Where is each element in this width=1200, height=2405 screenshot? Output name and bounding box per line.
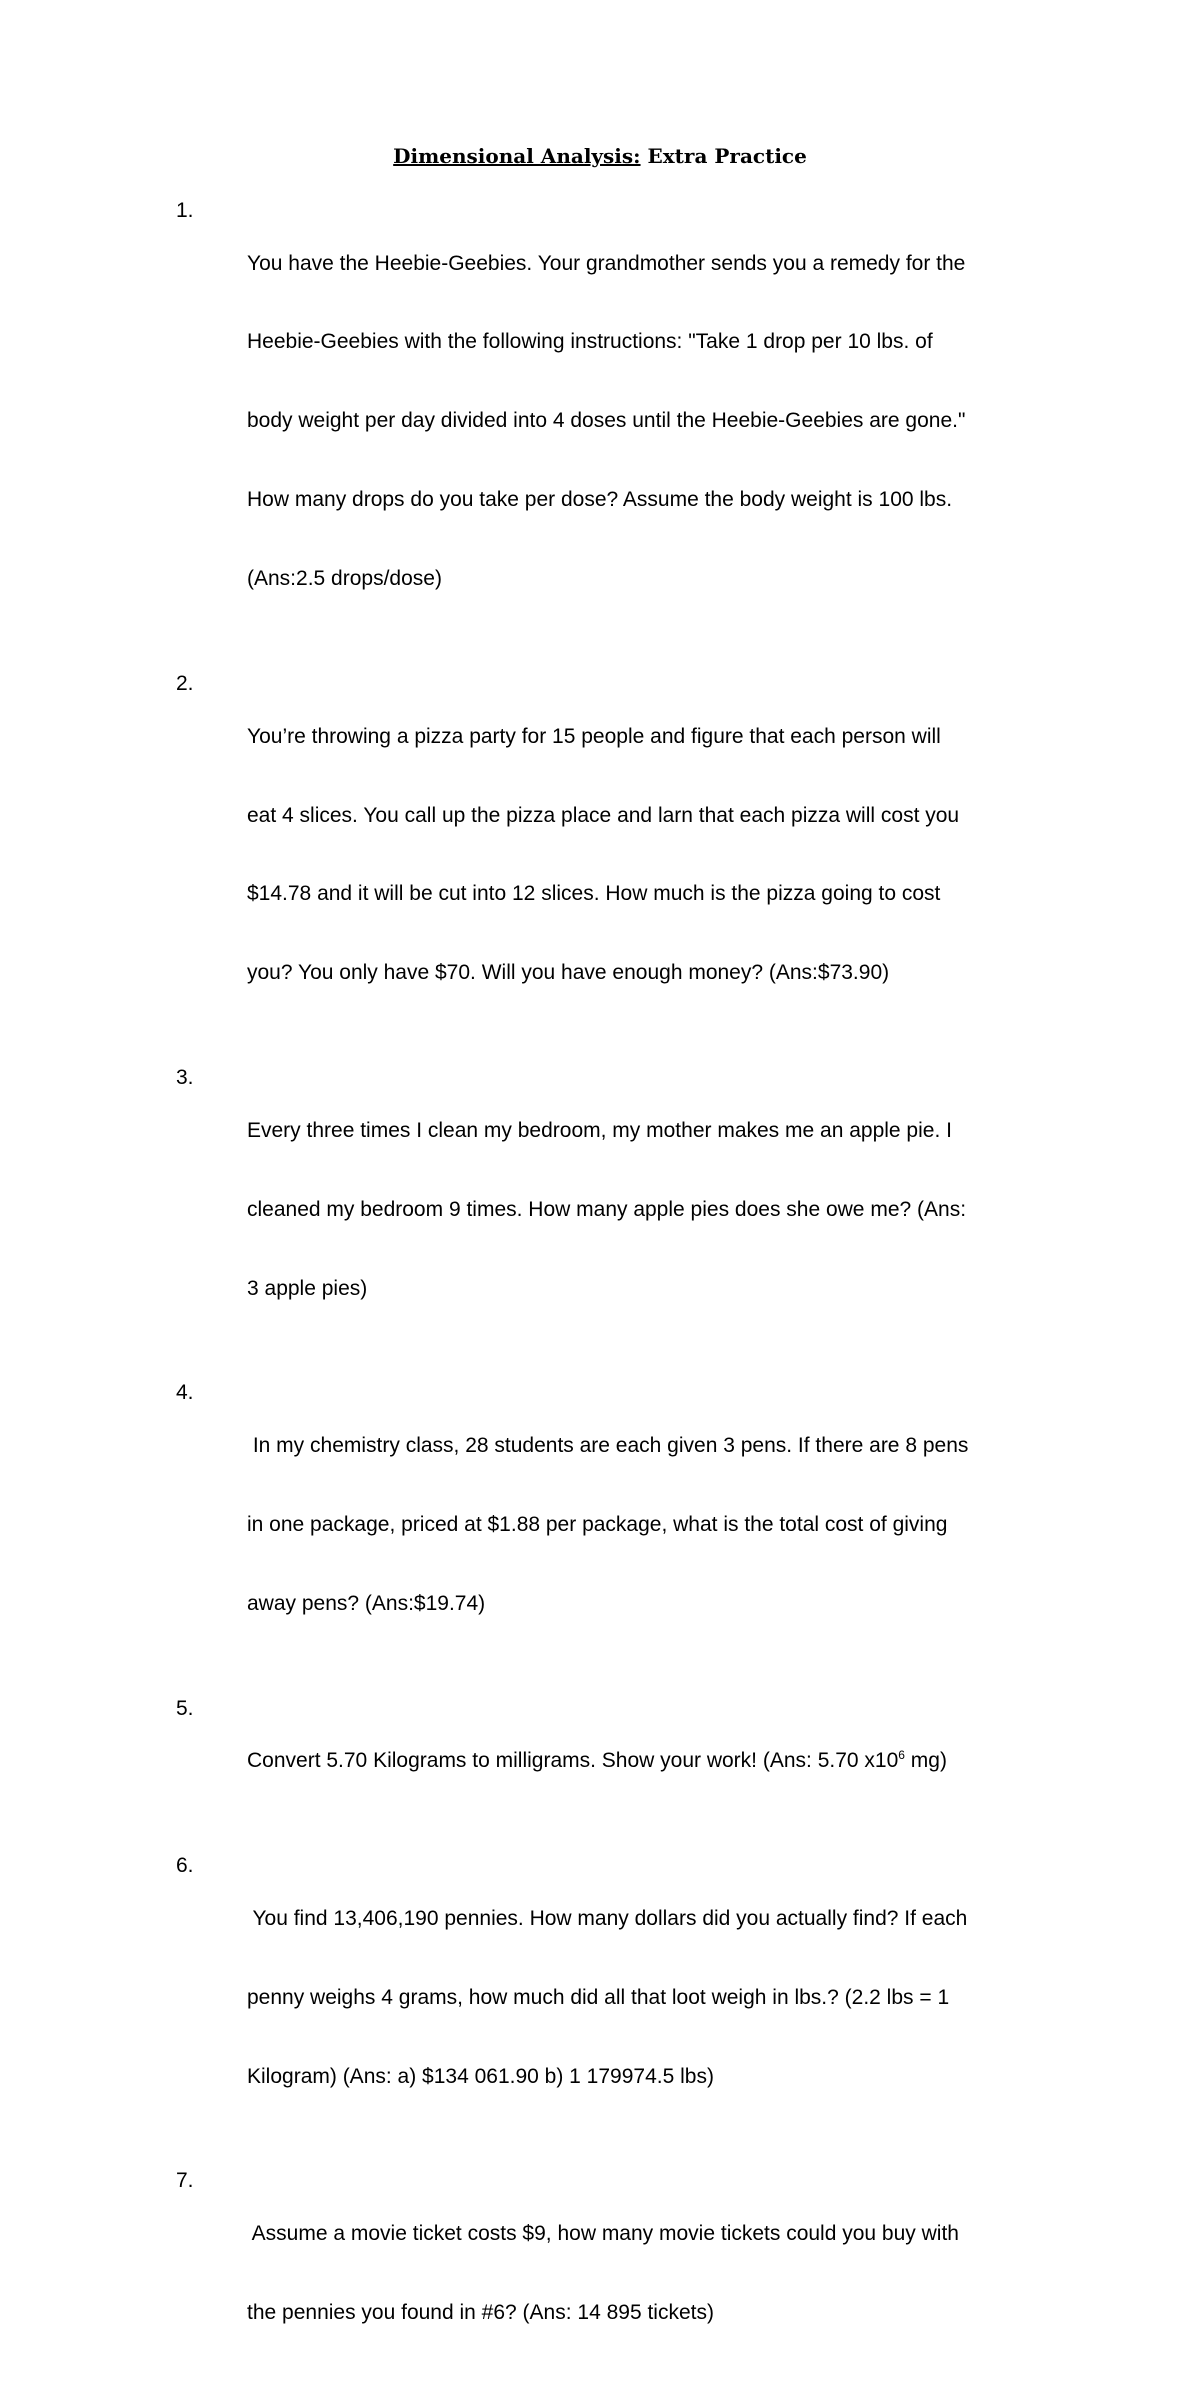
question-4 — [176, 1380, 1036, 1669]
question-line: Heebie-Geebies with the following instructions: "Take 1 drop per 10 lbs. of — [247, 330, 933, 354]
question-line — [247, 1748, 1036, 1774]
question-line: in one package, priced at $1.88 per package, what is the total cost of giving — [247, 1512, 948, 1536]
question-2 — [176, 671, 1036, 1039]
question-number: 4. — [176, 1381, 194, 1405]
title-main: Dimensional Analysis: — [393, 144, 641, 168]
page-title — [0, 142, 1200, 170]
question-number: 7. — [176, 2169, 194, 2193]
question-line: you? You only have $70. Will you have enough money? (Ans:$73.90) — [247, 961, 890, 985]
question-number: 5. — [176, 1696, 194, 1720]
question-suffix: mg) — [904, 1749, 947, 1773]
question-5 — [176, 1696, 1036, 1827]
question-number: 3. — [176, 1066, 194, 1090]
question-line: How many drops do you take per dose? Assume the body weight is 100 lbs. — [247, 488, 953, 512]
question-text — [247, 1380, 1036, 1669]
question-line: body weight per day divided into 4 doses until the Heebie-Geebies are gone." — [247, 409, 966, 433]
question-text — [247, 1696, 1036, 1827]
question-3 — [176, 1065, 1036, 1354]
question-1 — [176, 198, 1036, 645]
question-line: eat 4 slices. You call up the pizza place and larn that each pizza will cost you — [247, 803, 960, 827]
question-text — [247, 2168, 1036, 2378]
question-text — [247, 1853, 1036, 2142]
superscript-exponent: 6 — [898, 1748, 905, 1763]
question-line: away pens? (Ans:$19.74) — [247, 1591, 486, 1615]
question-number: 2. — [176, 672, 194, 696]
title-rest: Extra Practice — [640, 144, 807, 168]
question-text — [247, 198, 1036, 645]
question-line: In my chemistry class, 28 students are each given 3 pens. If there are 8 pens — [247, 1434, 969, 1458]
question-prefix: Convert 5.70 Kilograms to milligrams. Show your work! (Ans: 5.70 x10 — [247, 1749, 899, 1773]
question-number: 6. — [176, 1854, 194, 1878]
question-line: Assume a movie ticket costs $9, how many movie tickets could you buy with — [247, 2222, 959, 2246]
question-line: (Ans:2.5 drops/dose) — [247, 567, 442, 591]
question-6 — [176, 1853, 1036, 2142]
question-number: 1. — [176, 199, 194, 222]
question-line: cleaned my bedroom 9 times. How many apple pies does she owe me? (Ans: — [247, 1197, 967, 1221]
question-line: the pennies you found in #6? (Ans: 14 895 tickets) — [247, 2300, 714, 2324]
question-line: Every three times I clean my bedroom, my mother makes me an apple pie. I — [247, 1118, 952, 1142]
question-line: $14.78 and it will be cut into 12 slices. How much is the pizza going to cost — [247, 882, 941, 906]
question-list — [176, 198, 1036, 2405]
question-line: penny weighs 4 grams, how much did all that loot weigh in lbs.? (2.2 lbs = 1 — [247, 1985, 950, 2009]
question-line: 3 apple pies) — [247, 1276, 368, 1300]
question-line: You’re throwing a pizza party for 15 people and figure that each person will — [247, 724, 941, 748]
question-line: You have the Heebie-Geebies. Your grandmother sends you a remedy for the — [247, 251, 966, 275]
question-line: You find 13,406,190 pennies. How many dollars did you actually find? If each — [247, 1906, 968, 1930]
question-text — [247, 1065, 1036, 1354]
question-line: Kilogram) (Ans: a) $134 061.90 b) 1 179974.5 lbs) — [247, 2064, 714, 2088]
question-7 — [176, 2168, 1036, 2378]
question-text — [247, 671, 1036, 1039]
